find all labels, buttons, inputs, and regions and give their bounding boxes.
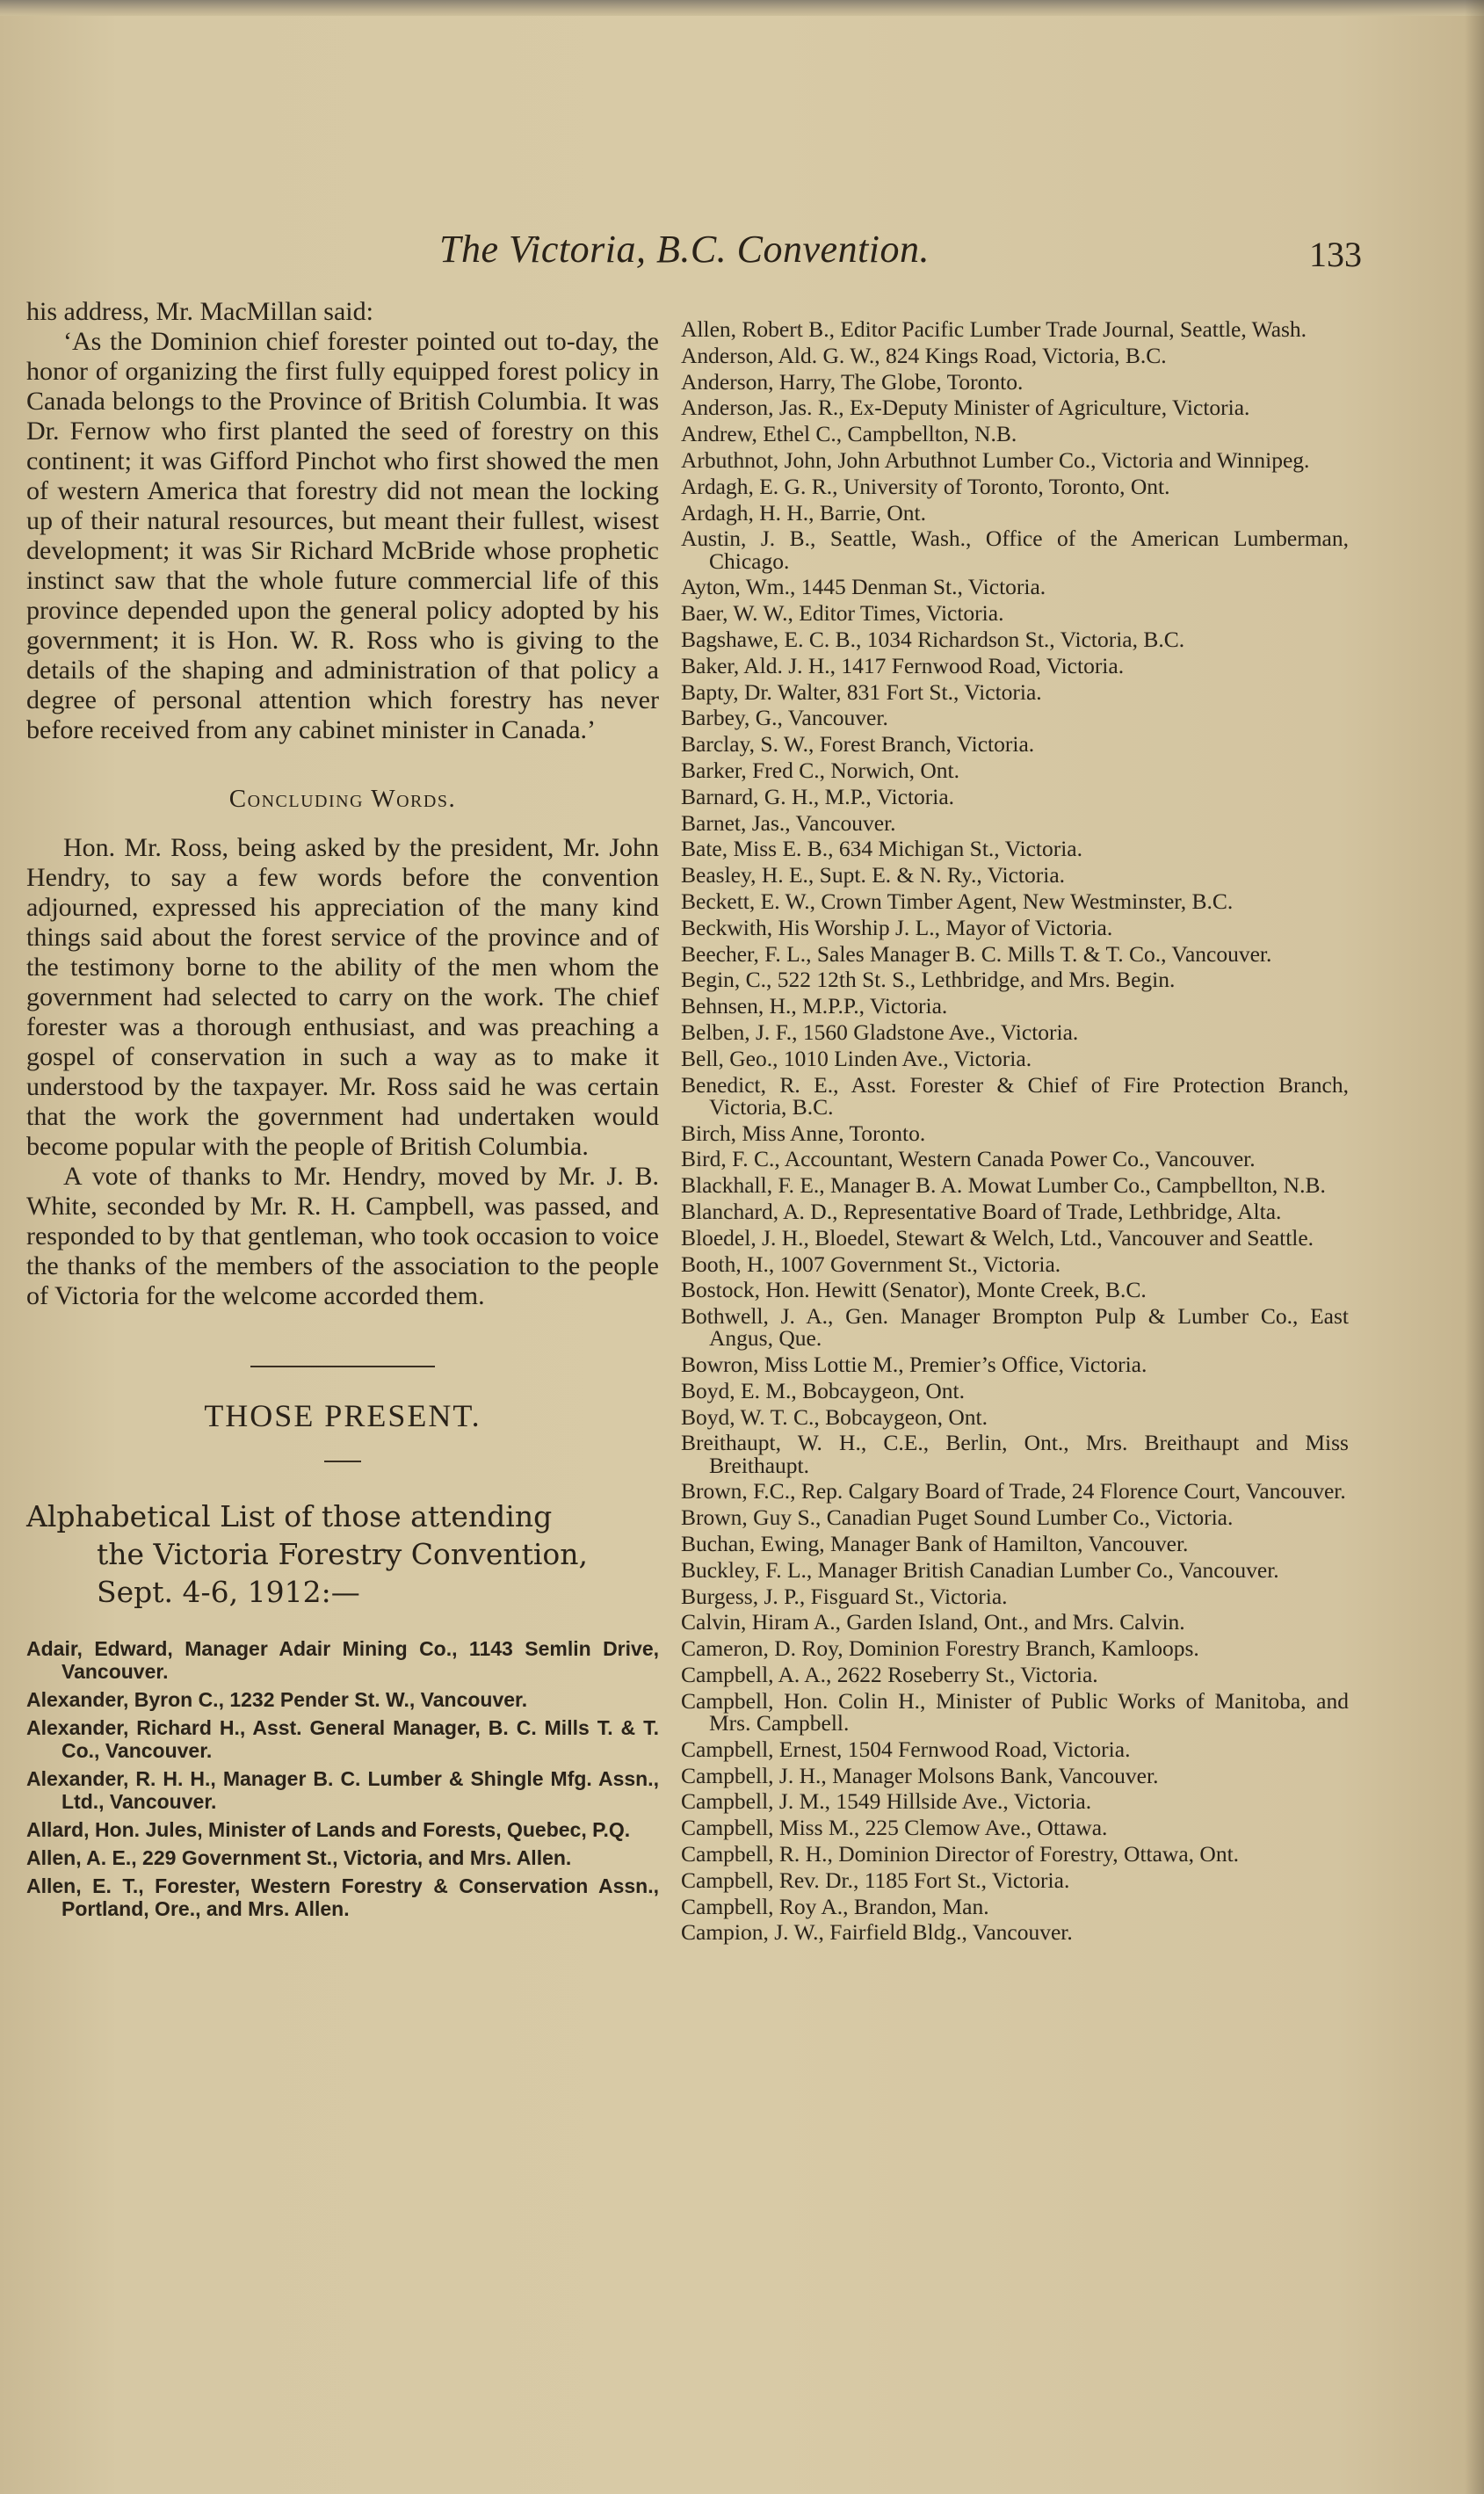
attendee-entry: Blanchard, A. D., Representative Board of Trade, Lethbridge, Alta. (681, 1198, 1282, 1224)
attendee-entry: Barnard, G. H., M.P., Victoria. (681, 783, 955, 809)
attendee-entry: Bostock, Hon. Hewitt (Senator), Monte Creek, B.C. (681, 1277, 1147, 1303)
attendee-entry: Belben, J. F., 1560 Gladstone Ave., Victoria. (681, 1019, 1079, 1045)
list-heading-line: Alphabetical List of those attending (26, 1499, 553, 1533)
attendee-entry: Campbell, Roy A., Brandon, Man. (681, 1893, 989, 1919)
attendee-entry: Austin, J. B., Seattle, Wash., Office of the American Lumberman, Chicago. (681, 526, 1349, 574)
vote-of-thanks-paragraph: A vote of thanks to Mr. Hendry, moved by Mr. J. B. White, seconded by Mr. R. H. Campbell, was passed, and responded to by that gentleman, who took occasion to voice the thanks of the members of the association to the people of Victoria for the welcome accorded them. (26, 1162, 659, 1310)
attendee-entry: Anderson, Ald. G. W., 824 Kings Road, Victoria, B.C. (681, 342, 1167, 368)
attendee-entry: Bothwell, J. A., Gen. Manager Brompton Pulp & Lumber Co., East Angus, Que. (681, 1303, 1349, 1352)
attendee-entry: Bird, F. C., Accountant, Western Canada Power Co., Vancouver. (681, 1146, 1256, 1172)
attendee-entry: Bell, Geo., 1010 Linden Ave., Victoria. (681, 1045, 1032, 1071)
concluding-paragraph: Hon. Mr. Ross, being asked by the president, Mr. John Hendry, to say a few words before the convention adjourned, expressed his appreciation of the many kind things said about the forest service of the province and of the testimony borne to the ability of the men whom the government had selected to carry on the work. The chief forester was a thorough enthusiast, and was preaching a gospel of conservation in such a way as to make it understood by the taxpayer. Mr. Ross said he was certain that the work the government had undertaken would become popular with the people of British Columbia. (26, 833, 659, 1161)
attendee-entry: Campbell, Ernest, 1504 Fernwood Road, Victoria. (681, 1736, 1131, 1762)
attendee-entry: Bagshawe, E. C. B., 1034 Richardson St., Victoria, B.C. (681, 626, 1185, 652)
attendee-entry: Beckett, E. W., Crown Timber Agent, New Westminster, B.C. (681, 888, 1234, 914)
attendee-entry: Bapty, Dr. Walter, 831 Fort St., Victoria. (681, 678, 1042, 705)
attendee-entry: Barnet, Jas., Vancouver. (681, 809, 896, 836)
attendee-entry: Beckwith, His Worship J. L., Mayor of Victoria. (681, 914, 1113, 940)
attendee-entry: Brown, Guy S., Canadian Puget Sound Lumber Co., Victoria. (681, 1504, 1234, 1531)
attendee-entry: Baer, W. W., Editor Times, Victoria. (681, 600, 1004, 627)
attendee-entry: Blackhall, F. E., Manager B. A. Mowat Lumber Co., Campbellton, N.B. (681, 1172, 1326, 1199)
attendee-entry: Arbuthnot, John, John Arbuthnot Lumber Co., Victoria and Winnipeg. (681, 446, 1310, 473)
attendee-entry: Buckley, F. L., Manager British Canadian Lumber Co., Vancouver. (681, 1556, 1279, 1583)
page-right-edge-shadow (1465, 0, 1484, 2494)
attendee-entry: Benedict, R. E., Asst. Forester & Chief of Fire Protection Branch, Victoria, B.C. (681, 1071, 1349, 1120)
attendee-entry: Calvin, Hiram A., Garden Island, Ont., and Mrs. Calvin. (681, 1609, 1185, 1635)
attendee-entry: Barbey, G., Vancouver. (681, 705, 888, 731)
attendee-entry: Campbell, R. H., Dominion Director of Forestry, Ottawa, Ont. (681, 1841, 1240, 1867)
attendee-entry: Begin, C., 522 12th St. S., Lethbridge, and Mrs. Begin. (681, 967, 1176, 993)
running-title: The Victoria, B.C. Convention. (439, 228, 930, 271)
attendee-entry: Baker, Ald. J. H., 1417 Fernwood Road, Victoria. (681, 652, 1125, 678)
running-head (439, 227, 1362, 288)
attendee-entry: Barker, Fred C., Norwich, Ont. (681, 757, 959, 783)
attendee-entry: Allen, Robert B., Editor Pacific Lumber Trade Journal, Seattle, Wash. (681, 316, 1307, 342)
speech-quote: ‘As the Dominion chief forester pointed out to-day, the honor of organizing the first fully equipped forest policy in Canada belongs to the Province of British Columbia. It was Dr. Fernow who first planted the seed of forestry on this continent; it was Gifford Pinchot who first showed the men of western America that forestry did not mean the locking up of their natural resources, but meant their fullest, wisest development; it was Sir Richard McBride whose prophetic instinct saw that the whole future commercial life of this province depended upon the general policy adopted by his government; it is Hon. W. R. Ross who is giving to the details of the shaping and administration of that policy a degree of personal attention which forestry has never before received from any cabinet minister in Canada.’ (26, 327, 659, 744)
list-heading (26, 1497, 659, 1611)
attendee-entry: Campbell, A. A., 2622 Roseberry St., Victoria. (681, 1662, 1098, 1688)
right-column-attendee-list (681, 318, 1349, 1947)
attendee-entry: Burgess, J. P., Fisguard St., Victoria. (681, 1583, 1008, 1609)
attendee-entry: Ayton, Wm., 1445 Denman St., Victoria. (681, 574, 1046, 600)
attendee-entry: Breithaupt, W. H., C.E., Berlin, Ont., Mrs. Breithaupt and Miss Breithaupt. (681, 1430, 1349, 1478)
attendee-entry: Alexander, R. H. H., Manager B. C. Lumber & Shingle Mfg. Assn., Ltd., Vancouver. (26, 1767, 659, 1813)
list-heading-line: Sept. 4-6, 1912:— (97, 1575, 360, 1609)
attendee-entry: Alexander, Richard H., Asst. General Manager, B. C. Mills T. & T. Co., Vancouver. (26, 1716, 659, 1762)
page-top-edge (0, 0, 1484, 16)
attendee-entry: Ardagh, H. H., Barrie, Ont. (681, 499, 927, 526)
attendee-entry: Anderson, Harry, The Globe, Toronto. (681, 368, 1024, 395)
attendee-entry: Buchan, Ewing, Manager Bank of Hamilton, Vancouver. (681, 1531, 1189, 1557)
attendee-entry: Adair, Edward, Manager Adair Mining Co., 1143 Semlin Drive, Vancouver. (26, 1637, 659, 1683)
attendee-entry: Booth, H., 1007 Government St., Victoria. (681, 1251, 1061, 1277)
attendee-entry: Campbell, Rev. Dr., 1185 Fort St., Victoria. (681, 1867, 1070, 1893)
attendee-entry: Brown, F.C., Rep. Calgary Board of Trade, 24 Florence Court, Vancouver. (681, 1478, 1346, 1504)
attendee-entry: Allen, A. E., 229 Government St., Victoria, and Mrs. Allen. (26, 1846, 572, 1869)
attendee-entry: Campbell, Hon. Colin H., Minister of Public Works of Manitoba, and Mrs. Campbell. (681, 1687, 1349, 1736)
attendee-entry: Ardagh, E. G. R., University of Toronto, Toronto, Ont. (681, 473, 1170, 499)
attendee-entry: Campbell, J. H., Manager Molsons Bank, Vancouver. (681, 1762, 1159, 1788)
attendee-entry: Beecher, F. L., Sales Manager B. C. Mills T. & T. Co., Vancouver. (681, 940, 1272, 967)
section-divider (250, 1366, 435, 1367)
attendee-entry: Anderson, Jas. R., Ex-Deputy Minister of Agriculture, Victoria. (681, 395, 1250, 421)
attendee-entry: Bowron, Miss Lottie M., Premier’s Office, Victoria. (681, 1352, 1147, 1378)
attendee-entry: Cameron, D. Roy, Dominion Forestry Branch, Kamloops. (681, 1635, 1199, 1662)
attendee-entry: Barclay, S. W., Forest Branch, Victoria. (681, 731, 1035, 758)
left-column (26, 297, 659, 1925)
attendee-entry: Alexander, Byron C., 1232 Pender St. W., Vancouver. (26, 1688, 528, 1711)
attendee-entry: Bate, Miss E. B., 634 Michigan St., Victoria. (681, 836, 1082, 862)
attendee-entry: Bloedel, J. H., Bloedel, Stewart & Welch, Ltd., Vancouver and Seattle. (681, 1224, 1314, 1251)
short-divider (324, 1461, 361, 1462)
attendee-entry: Campion, J. W., Fairfield Bldg., Vancouver. (681, 1919, 1073, 1946)
attendee-entry: Campbell, Miss M., 225 Clemow Ave., Ottawa. (681, 1815, 1108, 1841)
attendee-entry: Allard, Hon. Jules, Minister of Lands and Forests, Quebec, P.Q. (26, 1818, 631, 1841)
attendee-entry: Campbell, J. M., 1549 Hillside Ave., Victoria. (681, 1788, 1092, 1815)
attendee-entry: Behnsen, H., M.P.P., Victoria. (681, 993, 948, 1019)
attendee-entry: Boyd, E. M., Bobcaygeon, Ont. (681, 1377, 965, 1403)
list-heading-line: the Victoria Forestry Convention, (97, 1537, 589, 1571)
attendee-entry: Birch, Miss Anne, Toronto. (681, 1120, 926, 1146)
attendee-list-left (26, 1637, 659, 1920)
those-present-title: THOSE PRESENT. (204, 1398, 481, 1433)
attendee-entry: Allen, E. T., Forester, Western Forestry & Conservation Assn., Portland, Ore., and Mrs. Allen. (26, 1874, 659, 1920)
page-number: 133 (1309, 235, 1362, 274)
attendee-entry: Boyd, W. T. C., Bobcaygeon, Ont. (681, 1403, 988, 1430)
attendee-entry: Beasley, H. E., Supt. E. & N. Ry., Victoria. (681, 862, 1066, 888)
attendee-entry: Andrew, Ethel C., Campbellton, N.B. (681, 421, 1017, 447)
concluding-words-heading: Concluding Words. (228, 785, 457, 813)
speech-intro: his address, Mr. MacMillan said: (26, 297, 373, 326)
